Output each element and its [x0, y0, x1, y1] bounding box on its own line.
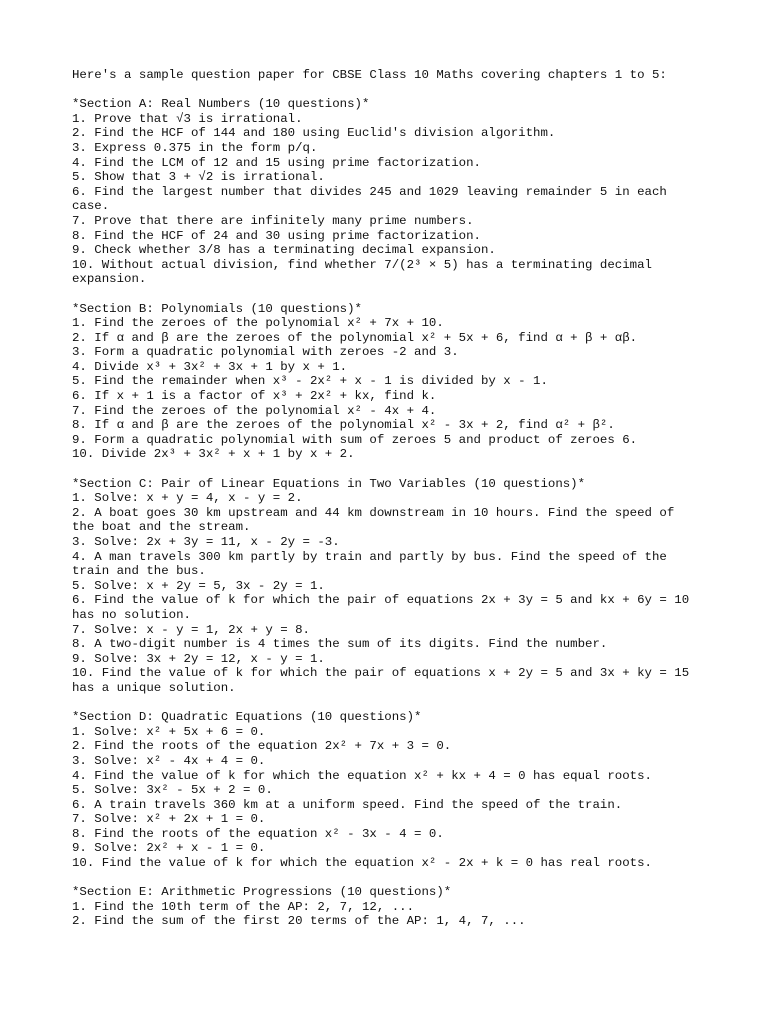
question-line: 5. Find the remainder when x³ - 2x² + x - 1 is divided by x - 1. [72, 374, 548, 389]
question-line: 7. Prove that there are infinitely many prime numbers. [72, 213, 474, 228]
spacer [72, 287, 708, 302]
question-line: 4. Find the value of k for which the equation x² + kx + 4 = 0 has equal roots. [72, 768, 652, 783]
question-line: 2. Find the sum of the first 20 terms of the AP: 1, 4, 7, ... [72, 914, 526, 929]
question-line: has a unique solution. [72, 680, 236, 695]
question-line: 4. Find the LCM of 12 and 15 using prime factorization. [72, 155, 481, 170]
section-block [72, 97, 708, 287]
question-line: 5. Solve: 3x² - 5x + 2 = 0. [72, 783, 273, 798]
question-line: 7. Find the zeroes of the polynomial x² - 4x + 4. [72, 403, 437, 418]
question-line: 7. Solve: x - y = 1, 2x + y = 8. [72, 622, 310, 637]
question-line: has no solution. [72, 607, 191, 622]
question-line: 1. Solve: x² + 5x + 6 = 0. [72, 724, 266, 739]
spacer [72, 696, 708, 711]
question-line: 6. A train travels 360 km at a uniform speed. Find the speed of the train. [72, 797, 623, 812]
question-line: 10. Find the value of k for which the pair of equations x + 2y = 5 and 3x + ky = 15 [72, 666, 690, 681]
question-line: 4. Divide x³ + 3x² + 3x + 1 by x + 1. [72, 359, 348, 374]
section-block [72, 885, 708, 929]
question-line: 5. Solve: x + 2y = 5, 3x - 2y = 1. [72, 578, 325, 593]
question-line: 3. Solve: x² - 4x + 4 = 0. [72, 753, 266, 768]
section-heading: *Section C: Pair of Linear Equations in Two Variables (10 questions)* [72, 476, 586, 491]
question-line: 1. Find the zeroes of the polynomial x² + 7x + 10. [72, 316, 444, 331]
question-line: 9. Solve: 2x² + x - 1 = 0. [72, 841, 266, 856]
section-heading: *Section A: Real Numbers (10 questions)* [72, 97, 370, 112]
question-line: 9. Check whether 3/8 has a terminating decimal expansion. [72, 243, 496, 258]
question-line: 2. Find the HCF of 144 and 180 using Euclid's division algorithm. [72, 126, 556, 141]
section-heading: *Section E: Arithmetic Progressions (10 questions)* [72, 885, 452, 900]
question-line: 7. Solve: x² + 2x + 1 = 0. [72, 812, 266, 827]
question-line: 6. Find the value of k for which the pair of equations 2x + 3y = 5 and kx + 6y = 10 [72, 593, 690, 608]
question-line: 8. Find the roots of the equation x² - 3x - 4 = 0. [72, 826, 444, 841]
question-line: 2. A boat goes 30 km upstream and 44 km downstream in 10 hours. Find the speed of [72, 505, 675, 520]
question-line: 2. Find the roots of the equation 2x² + 7x + 3 = 0. [72, 739, 452, 754]
question-line: the boat and the stream. [72, 520, 251, 535]
question-line: train and the bus. [72, 564, 206, 579]
question-line: 1. Prove that √3 is irrational. [72, 111, 303, 126]
question-line: 6. If x + 1 is a factor of x³ + 2x² + kx, find k. [72, 389, 437, 404]
spacer [72, 871, 708, 886]
section-block [72, 477, 708, 696]
section-block [72, 710, 708, 871]
question-line: 8. Find the HCF of 24 and 30 using prime factorization. [72, 228, 481, 243]
spacer [72, 462, 708, 477]
question-line: 4. A man travels 300 km partly by train and partly by bus. Find the speed of the [72, 549, 667, 564]
question-line: 8. If α and β are the zeroes of the polynomial x² - 3x + 2, find α² + β². [72, 418, 615, 433]
question-line: 3. Express 0.375 in the form p/q. [72, 140, 318, 155]
question-line: 3. Solve: 2x + 3y = 11, x - 2y = -3. [72, 535, 340, 549]
question-line: 9. Solve: 3x + 2y = 12, x - y = 1. [72, 651, 325, 666]
question-line: 5. Show that 3 + √2 is irrational. [72, 170, 325, 185]
question-line: 3. Form a quadratic polynomial with zeroes -2 and 3. [72, 345, 459, 360]
question-line: expansion. [72, 272, 147, 287]
section-heading: *Section B: Polynomials (10 questions)* [72, 301, 362, 316]
question-line: 2. If α and β are the zeroes of the polynomial x² + 5x + 6, find α + β + αβ. [72, 330, 638, 345]
question-line: 1. Solve: x + y = 4, x - y = 2. [72, 491, 303, 506]
sections-container [72, 97, 708, 929]
spacer [72, 83, 708, 98]
question-line: 1. Find the 10th term of the AP: 2, 7, 12, ... [72, 899, 415, 914]
question-line: 10. Without actual division, find whether 7/(2³ × 5) has a terminating decimal [72, 257, 652, 272]
question-line: 9. Form a quadratic polynomial with sum of zeroes 5 and product of zeroes 6. [72, 432, 638, 447]
question-line: case. [72, 199, 110, 214]
section-heading: *Section D: Quadratic Equations (10 questions)* [72, 710, 422, 725]
question-line: 10. Divide 2x³ + 3x² + x + 1 by x + 2. [72, 447, 355, 462]
question-line: 6. Find the largest number that divides 245 and 1029 leaving remainder 5 in each [72, 184, 667, 199]
question-line: 8. A two-digit number is 4 times the sum of its digits. Find the number. [72, 637, 608, 652]
question-line: 10. Find the value of k for which the equation x² - 2x + k = 0 has real roots. [72, 856, 652, 871]
section-block [72, 302, 708, 463]
intro-text: Here's a sample question paper for CBSE Class 10 Maths covering chapters 1 to 5: [72, 68, 667, 82]
